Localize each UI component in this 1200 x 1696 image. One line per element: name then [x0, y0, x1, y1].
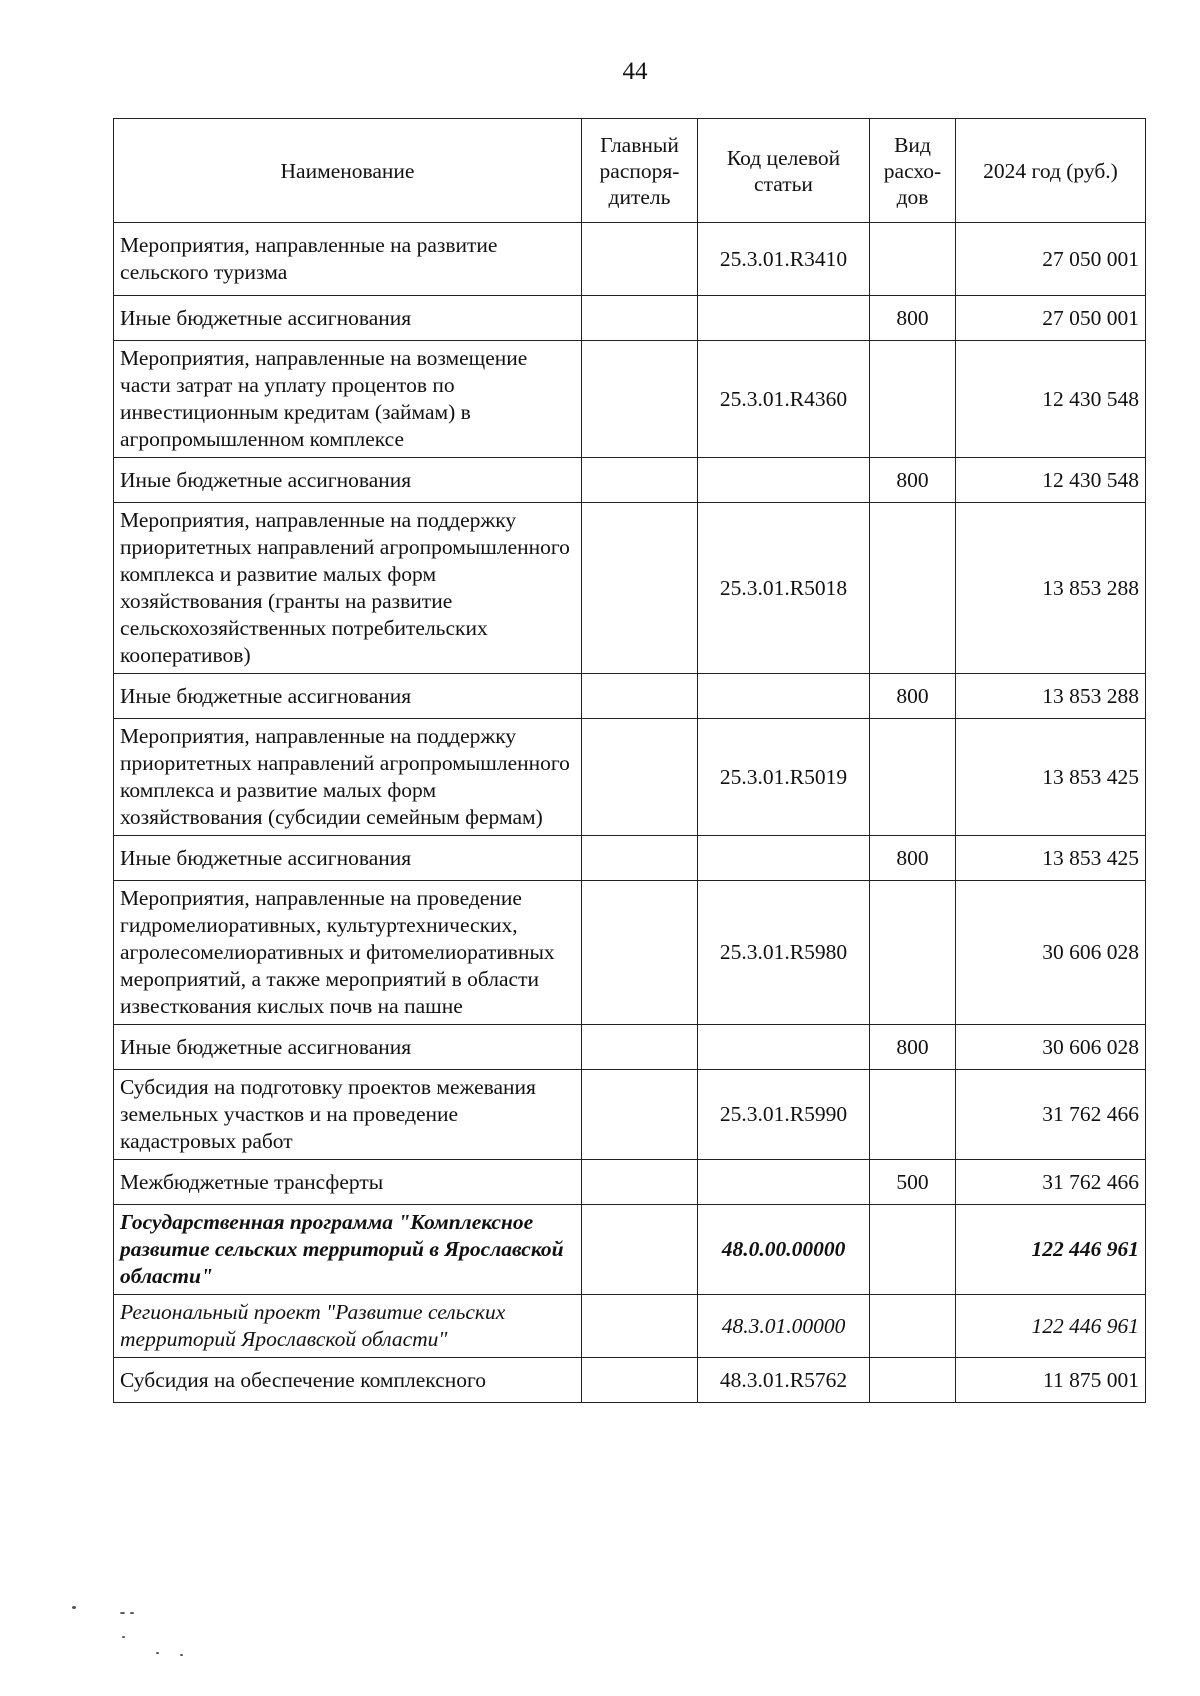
header-year-2024: 2024 год (руб.) — [956, 119, 1146, 223]
table-row — [114, 503, 1146, 674]
scan-specks — [60, 1600, 220, 1660]
row-target-code — [698, 836, 870, 881]
row-target-code: 48.3.01.00000 — [698, 1295, 870, 1358]
row-amount: 31 762 466 — [956, 1160, 1146, 1205]
table-row — [114, 296, 1146, 341]
row-amount: 11 875 001 — [956, 1358, 1146, 1403]
row-expense-type: 800 — [870, 296, 956, 341]
row-amount: 13 853 288 — [956, 674, 1146, 719]
row-chief-manager — [582, 1205, 698, 1295]
row-chief-manager — [582, 1070, 698, 1160]
row-target-code — [698, 296, 870, 341]
row-target-code — [698, 674, 870, 719]
row-amount: 27 050 001 — [956, 296, 1146, 341]
row-name: Мероприятия, направленные на поддержку приоритетных направлений агропромышленного комплекса и развитие малых форм хозяйствования (субсидии семейным фермам) — [114, 719, 582, 836]
row-expense-type — [870, 1205, 956, 1295]
row-amount: 12 430 548 — [956, 458, 1146, 503]
row-expense-type: 800 — [870, 458, 956, 503]
speck-dot — [130, 1612, 134, 1614]
header-name: Наименование — [114, 119, 582, 223]
row-chief-manager — [582, 296, 698, 341]
row-amount: 30 606 028 — [956, 1025, 1146, 1070]
row-chief-manager — [582, 1160, 698, 1205]
row-chief-manager — [582, 674, 698, 719]
speck-dot — [120, 1612, 125, 1614]
row-name: Субсидия на обеспечение комплексного — [114, 1358, 582, 1403]
row-name: Межбюджетные трансферты — [114, 1160, 582, 1205]
row-name: Государственная программа "Комплексное развитие сельских территорий в Ярославской области" — [114, 1205, 582, 1295]
row-amount: 27 050 001 — [956, 223, 1146, 296]
row-amount: 31 762 466 — [956, 1070, 1146, 1160]
row-amount: 13 853 425 — [956, 836, 1146, 881]
row-name: Иные бюджетные ассигнования — [114, 458, 582, 503]
row-expense-type — [870, 1070, 956, 1160]
row-target-code: 25.3.01.R5990 — [698, 1070, 870, 1160]
row-chief-manager — [582, 836, 698, 881]
table-row — [114, 836, 1146, 881]
row-chief-manager — [582, 223, 698, 296]
row-name: Мероприятия, направленные на развитие сельского туризма — [114, 223, 582, 296]
table-row — [114, 1070, 1146, 1160]
row-target-code — [698, 1160, 870, 1205]
row-chief-manager — [582, 503, 698, 674]
row-expense-type: 800 — [870, 674, 956, 719]
speck-dot — [72, 1606, 76, 1609]
table-row — [114, 223, 1146, 296]
table-row — [114, 1358, 1146, 1403]
row-expense-type — [870, 503, 956, 674]
row-amount: 13 853 425 — [956, 719, 1146, 836]
row-amount: 30 606 028 — [956, 881, 1146, 1025]
table-header-row — [114, 119, 1146, 223]
row-name: Мероприятия, направленные на проведение гидромелиоративных, культуртехнических, агролесомелиоративных и фитомелиоративных мероприятий, а также мероприятий в области известкования кислых почв на пашне — [114, 881, 582, 1025]
row-target-code — [698, 1025, 870, 1070]
row-amount: 122 446 961 — [956, 1295, 1146, 1358]
row-name: Мероприятия, направленные на возмещение части затрат на уплату процентов по инвестиционным кредитам (займам) в агропромышленном комплексе — [114, 341, 582, 458]
row-expense-type — [870, 719, 956, 836]
row-expense-type — [870, 881, 956, 1025]
table-row — [114, 341, 1146, 458]
header-chief-manager: Главный распоря-дитель — [582, 119, 698, 223]
table-row — [114, 1295, 1146, 1358]
row-name: Субсидия на подготовку проектов межевания земельных участков и на проведение кадастровых работ — [114, 1070, 582, 1160]
row-target-code: 48.0.00.00000 — [698, 1205, 870, 1295]
header-expense-type: Вид расхо-дов — [870, 119, 956, 223]
row-amount: 12 430 548 — [956, 341, 1146, 458]
row-chief-manager — [582, 719, 698, 836]
row-chief-manager — [582, 1025, 698, 1070]
row-name: Иные бюджетные ассигнования — [114, 836, 582, 881]
row-expense-type — [870, 223, 956, 296]
row-amount: 122 446 961 — [956, 1205, 1146, 1295]
row-chief-manager — [582, 881, 698, 1025]
speck-dot — [156, 1652, 159, 1654]
row-target-code — [698, 458, 870, 503]
table-row — [114, 1160, 1146, 1205]
header-target-code: Код целевой статьи — [698, 119, 870, 223]
row-expense-type: 800 — [870, 1025, 956, 1070]
row-chief-manager — [582, 1295, 698, 1358]
row-expense-type — [870, 341, 956, 458]
speck-dot — [122, 1636, 125, 1638]
row-target-code: 25.3.01.R3410 — [698, 223, 870, 296]
row-chief-manager — [582, 1358, 698, 1403]
table-row — [114, 719, 1146, 836]
row-expense-type: 800 — [870, 836, 956, 881]
row-chief-manager — [582, 341, 698, 458]
row-target-code: 25.3.01.R5980 — [698, 881, 870, 1025]
row-name: Иные бюджетные ассигнования — [114, 1025, 582, 1070]
row-expense-type — [870, 1295, 956, 1358]
row-chief-manager — [582, 458, 698, 503]
row-expense-type: 500 — [870, 1160, 956, 1205]
row-amount: 13 853 288 — [956, 503, 1146, 674]
row-expense-type — [870, 1358, 956, 1403]
row-target-code: 25.3.01.R5019 — [698, 719, 870, 836]
budget-table — [113, 118, 1146, 1403]
table-row — [114, 1205, 1146, 1295]
row-target-code: 48.3.01.R5762 — [698, 1358, 870, 1403]
row-target-code: 25.3.01.R5018 — [698, 503, 870, 674]
row-name: Иные бюджетные ассигнования — [114, 296, 582, 341]
table-row — [114, 1025, 1146, 1070]
row-target-code: 25.3.01.R4360 — [698, 341, 870, 458]
table-row — [114, 674, 1146, 719]
table-row — [114, 881, 1146, 1025]
row-name: Иные бюджетные ассигнования — [114, 674, 582, 719]
speck-dot — [180, 1654, 183, 1656]
row-name: Региональный проект "Развитие сельских территорий Ярославской области" — [114, 1295, 582, 1358]
row-name: Мероприятия, направленные на поддержку приоритетных направлений агропромышленного комплекса и развитие малых форм хозяйствования (гранты на развитие сельскохозяйственных потребительских кооперативов) — [114, 503, 582, 674]
table-row — [114, 458, 1146, 503]
page-number: 44 — [622, 58, 648, 85]
